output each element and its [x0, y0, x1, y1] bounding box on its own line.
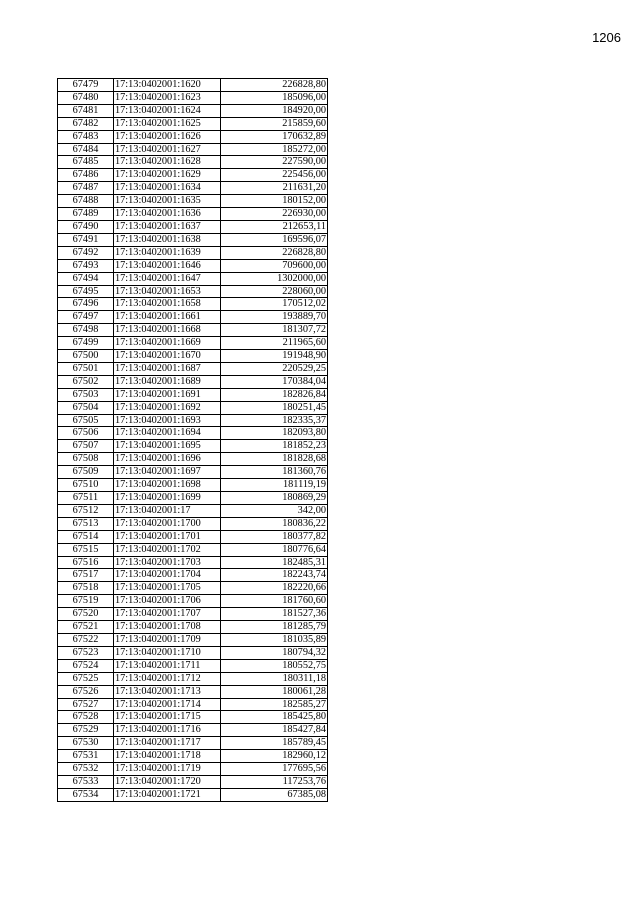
cadastral-value-cell: 182220,66 — [221, 582, 328, 595]
row-number-cell: 67494 — [58, 272, 114, 285]
cadastral-value-cell: 191948,90 — [221, 350, 328, 363]
row-number-cell: 67481 — [58, 104, 114, 117]
cadastral-value-cell: 117253,76 — [221, 775, 328, 788]
row-number-cell: 67502 — [58, 375, 114, 388]
row-number-cell: 67487 — [58, 182, 114, 195]
cadastral-number-cell: 17:13:0402001:1693 — [114, 414, 221, 427]
cadastral-value-cell: 170632,89 — [221, 130, 328, 143]
cadastral-number-cell: 17:13:0402001:17 — [114, 504, 221, 517]
row-number-cell: 67480 — [58, 91, 114, 104]
cadastral-value-cell: 181119,19 — [221, 479, 328, 492]
cadastral-value-cell: 182826,84 — [221, 388, 328, 401]
row-number-cell: 67531 — [58, 750, 114, 763]
table-row — [58, 763, 328, 776]
cadastral-value-cell: 709600,00 — [221, 259, 328, 272]
row-number-cell: 67492 — [58, 246, 114, 259]
table-row — [58, 530, 328, 543]
table-row — [58, 79, 328, 92]
cadastral-value-cell: 67385,08 — [221, 788, 328, 801]
row-number-cell: 67505 — [58, 414, 114, 427]
table-row — [58, 388, 328, 401]
cadastral-number-cell: 17:13:0402001:1703 — [114, 556, 221, 569]
row-number-cell: 67533 — [58, 775, 114, 788]
row-number-cell: 67518 — [58, 582, 114, 595]
cadastral-number-cell: 17:13:0402001:1716 — [114, 724, 221, 737]
table-row — [58, 595, 328, 608]
row-number-cell: 67511 — [58, 492, 114, 505]
cadastral-number-cell: 17:13:0402001:1711 — [114, 659, 221, 672]
table-row — [58, 195, 328, 208]
row-number-cell: 67515 — [58, 543, 114, 556]
row-number-cell: 67508 — [58, 453, 114, 466]
cadastral-value-cell: 185425,80 — [221, 711, 328, 724]
row-number-cell: 67527 — [58, 698, 114, 711]
cadastral-number-cell: 17:13:0402001:1714 — [114, 698, 221, 711]
cadastral-number-cell: 17:13:0402001:1639 — [114, 246, 221, 259]
cadastral-value-cell: 228060,00 — [221, 285, 328, 298]
cadastral-number-cell: 17:13:0402001:1697 — [114, 466, 221, 479]
table-row — [58, 427, 328, 440]
cadastral-value-cell: 180152,00 — [221, 195, 328, 208]
cadastral-number-cell: 17:13:0402001:1713 — [114, 685, 221, 698]
row-number-cell: 67490 — [58, 220, 114, 233]
cadastral-number-cell: 17:13:0402001:1702 — [114, 543, 221, 556]
table-row — [58, 543, 328, 556]
cadastral-value-cell: 182585,27 — [221, 698, 328, 711]
table-row — [58, 246, 328, 259]
table-row — [58, 569, 328, 582]
cadastral-number-cell: 17:13:0402001:1628 — [114, 156, 221, 169]
table-row — [58, 233, 328, 246]
cadastral-value-cell: 185427,84 — [221, 724, 328, 737]
cadastral-number-cell: 17:13:0402001:1709 — [114, 633, 221, 646]
cadastral-value-cell: 182485,31 — [221, 556, 328, 569]
table-row — [58, 466, 328, 479]
table-row — [58, 517, 328, 530]
row-number-cell: 67529 — [58, 724, 114, 737]
cadastral-value-cell: 181285,79 — [221, 621, 328, 634]
cadastral-number-cell: 17:13:0402001:1707 — [114, 608, 221, 621]
cadastral-number-cell: 17:13:0402001:1695 — [114, 440, 221, 453]
cadastral-number-cell: 17:13:0402001:1646 — [114, 259, 221, 272]
cadastral-number-cell: 17:13:0402001:1634 — [114, 182, 221, 195]
cadastral-value-cell: 181035,89 — [221, 633, 328, 646]
cadastral-value-cell: 180794,32 — [221, 646, 328, 659]
row-number-cell: 67486 — [58, 169, 114, 182]
page-number: 1206 — [592, 30, 621, 45]
cadastral-value-cell: 182335,37 — [221, 414, 328, 427]
row-number-cell: 67522 — [58, 633, 114, 646]
table-row — [58, 182, 328, 195]
cadastral-value-cell: 184920,00 — [221, 104, 328, 117]
table-row — [58, 311, 328, 324]
cadastral-value-cell: 180552,75 — [221, 659, 328, 672]
cadastral-number-cell: 17:13:0402001:1623 — [114, 91, 221, 104]
cadastral-number-cell: 17:13:0402001:1712 — [114, 672, 221, 685]
row-number-cell: 67526 — [58, 685, 114, 698]
row-number-cell: 67509 — [58, 466, 114, 479]
row-number-cell: 67517 — [58, 569, 114, 582]
cadastral-number-cell: 17:13:0402001:1629 — [114, 169, 221, 182]
table-row — [58, 208, 328, 221]
cadastral-value-cell: 226828,80 — [221, 79, 328, 92]
cadastral-number-cell: 17:13:0402001:1669 — [114, 337, 221, 350]
cadastral-value-cell: 182243,74 — [221, 569, 328, 582]
row-number-cell: 67525 — [58, 672, 114, 685]
cadastral-number-cell: 17:13:0402001:1687 — [114, 362, 221, 375]
table-row — [58, 724, 328, 737]
table-row — [58, 401, 328, 414]
cadastral-number-cell: 17:13:0402001:1627 — [114, 143, 221, 156]
cadastral-number-cell: 17:13:0402001:1694 — [114, 427, 221, 440]
row-number-cell: 67503 — [58, 388, 114, 401]
cadastral-number-cell: 17:13:0402001:1624 — [114, 104, 221, 117]
cadastral-number-cell: 17:13:0402001:1635 — [114, 195, 221, 208]
row-number-cell: 67512 — [58, 504, 114, 517]
table-row — [58, 737, 328, 750]
cadastral-value-cell: 211965,60 — [221, 337, 328, 350]
table-row — [58, 350, 328, 363]
row-number-cell: 67521 — [58, 621, 114, 634]
cadastral-value-cell: 182960,12 — [221, 750, 328, 763]
table-row — [58, 672, 328, 685]
row-number-cell: 67510 — [58, 479, 114, 492]
cadastral-number-cell: 17:13:0402001:1653 — [114, 285, 221, 298]
table-row — [58, 337, 328, 350]
row-number-cell: 67528 — [58, 711, 114, 724]
cadastral-number-cell: 17:13:0402001:1668 — [114, 324, 221, 337]
row-number-cell: 67501 — [58, 362, 114, 375]
row-number-cell: 67519 — [58, 595, 114, 608]
table-row — [58, 775, 328, 788]
table-row — [58, 440, 328, 453]
row-number-cell: 67489 — [58, 208, 114, 221]
table-row — [58, 117, 328, 130]
table-row — [58, 156, 328, 169]
cadastral-value-cell: 181852,23 — [221, 440, 328, 453]
table-row — [58, 750, 328, 763]
row-number-cell: 67488 — [58, 195, 114, 208]
table-row — [58, 698, 328, 711]
row-number-cell: 67500 — [58, 350, 114, 363]
table-row — [58, 453, 328, 466]
row-number-cell: 67530 — [58, 737, 114, 750]
row-number-cell: 67485 — [58, 156, 114, 169]
cadastral-value-table — [57, 78, 328, 802]
row-number-cell: 67534 — [58, 788, 114, 801]
cadastral-number-cell: 17:13:0402001:1705 — [114, 582, 221, 595]
table-row — [58, 479, 328, 492]
table-row — [58, 608, 328, 621]
row-number-cell: 67524 — [58, 659, 114, 672]
table-row — [58, 285, 328, 298]
cadastral-value-cell: 220529,25 — [221, 362, 328, 375]
cadastral-number-cell: 17:13:0402001:1638 — [114, 233, 221, 246]
cadastral-number-cell: 17:13:0402001:1708 — [114, 621, 221, 634]
table-row — [58, 504, 328, 517]
cadastral-value-cell: 180776,64 — [221, 543, 328, 556]
cadastral-number-cell: 17:13:0402001:1700 — [114, 517, 221, 530]
row-number-cell: 67479 — [58, 79, 114, 92]
row-number-cell: 67514 — [58, 530, 114, 543]
row-number-cell: 67507 — [58, 440, 114, 453]
table-row — [58, 104, 328, 117]
cadastral-value-cell: 180311,18 — [221, 672, 328, 685]
cadastral-value-cell: 225456,00 — [221, 169, 328, 182]
cadastral-value-cell: 215859,60 — [221, 117, 328, 130]
table-row — [58, 375, 328, 388]
table-row — [58, 298, 328, 311]
cadastral-number-cell: 17:13:0402001:1658 — [114, 298, 221, 311]
cadastral-value-cell: 212653,11 — [221, 220, 328, 233]
cadastral-value-cell: 181760,60 — [221, 595, 328, 608]
cadastral-number-cell: 17:13:0402001:1706 — [114, 595, 221, 608]
row-number-cell: 67520 — [58, 608, 114, 621]
cadastral-value-cell: 226828,80 — [221, 246, 328, 259]
cadastral-number-cell: 17:13:0402001:1626 — [114, 130, 221, 143]
row-number-cell: 67495 — [58, 285, 114, 298]
cadastral-number-cell: 17:13:0402001:1625 — [114, 117, 221, 130]
cadastral-value-cell: 226930,00 — [221, 208, 328, 221]
table-row — [58, 633, 328, 646]
table-body — [58, 79, 328, 802]
table-row — [58, 711, 328, 724]
table-row — [58, 220, 328, 233]
cadastral-value-cell: 181307,72 — [221, 324, 328, 337]
row-number-cell: 67498 — [58, 324, 114, 337]
cadastral-value-cell: 182093,80 — [221, 427, 328, 440]
table-row — [58, 685, 328, 698]
cadastral-value-cell: 342,00 — [221, 504, 328, 517]
cadastral-value-cell: 177695,56 — [221, 763, 328, 776]
cadastral-number-cell: 17:13:0402001:1699 — [114, 492, 221, 505]
row-number-cell: 67523 — [58, 646, 114, 659]
table-row — [58, 324, 328, 337]
cadastral-number-cell: 17:13:0402001:1647 — [114, 272, 221, 285]
cadastral-value-cell: 170384,04 — [221, 375, 328, 388]
cadastral-value-cell: 180836,22 — [221, 517, 328, 530]
cadastral-number-cell: 17:13:0402001:1710 — [114, 646, 221, 659]
cadastral-number-cell: 17:13:0402001:1620 — [114, 79, 221, 92]
cadastral-value-cell: 180061,28 — [221, 685, 328, 698]
row-number-cell: 67496 — [58, 298, 114, 311]
cadastral-number-cell: 17:13:0402001:1692 — [114, 401, 221, 414]
cadastral-number-cell: 17:13:0402001:1661 — [114, 311, 221, 324]
table-row — [58, 130, 328, 143]
row-number-cell: 67483 — [58, 130, 114, 143]
cadastral-value-cell: 181527,36 — [221, 608, 328, 621]
table-row — [58, 659, 328, 672]
table-row — [58, 91, 328, 104]
row-number-cell: 67513 — [58, 517, 114, 530]
cadastral-value-cell: 185272,00 — [221, 143, 328, 156]
table-row — [58, 143, 328, 156]
row-number-cell: 67506 — [58, 427, 114, 440]
row-number-cell: 67493 — [58, 259, 114, 272]
cadastral-value-cell: 181360,76 — [221, 466, 328, 479]
cadastral-value-cell: 211631,20 — [221, 182, 328, 195]
table-row — [58, 492, 328, 505]
cadastral-number-cell: 17:13:0402001:1717 — [114, 737, 221, 750]
table-row — [58, 556, 328, 569]
cadastral-value-cell: 1302000,00 — [221, 272, 328, 285]
cadastral-value-cell: 169596,07 — [221, 233, 328, 246]
cadastral-value-cell: 193889,70 — [221, 311, 328, 324]
cadastral-value-cell: 227590,00 — [221, 156, 328, 169]
cadastral-number-cell: 17:13:0402001:1637 — [114, 220, 221, 233]
cadastral-number-cell: 17:13:0402001:1719 — [114, 763, 221, 776]
cadastral-value-cell: 181828,68 — [221, 453, 328, 466]
cadastral-number-cell: 17:13:0402001:1720 — [114, 775, 221, 788]
cadastral-number-cell: 17:13:0402001:1704 — [114, 569, 221, 582]
cadastral-number-cell: 17:13:0402001:1715 — [114, 711, 221, 724]
table-row — [58, 621, 328, 634]
cadastral-number-cell: 17:13:0402001:1689 — [114, 375, 221, 388]
cadastral-number-cell: 17:13:0402001:1636 — [114, 208, 221, 221]
cadastral-value-cell: 180251,45 — [221, 401, 328, 414]
row-number-cell: 67516 — [58, 556, 114, 569]
row-number-cell: 67504 — [58, 401, 114, 414]
cadastral-value-cell: 170512,02 — [221, 298, 328, 311]
row-number-cell: 67491 — [58, 233, 114, 246]
cadastral-number-cell: 17:13:0402001:1691 — [114, 388, 221, 401]
row-number-cell: 67499 — [58, 337, 114, 350]
table-row — [58, 169, 328, 182]
cadastral-number-cell: 17:13:0402001:1721 — [114, 788, 221, 801]
table-row — [58, 788, 328, 801]
cadastral-number-cell: 17:13:0402001:1718 — [114, 750, 221, 763]
row-number-cell: 67532 — [58, 763, 114, 776]
cadastral-value-cell: 185096,00 — [221, 91, 328, 104]
cadastral-number-cell: 17:13:0402001:1701 — [114, 530, 221, 543]
row-number-cell: 67482 — [58, 117, 114, 130]
cadastral-value-cell: 185789,45 — [221, 737, 328, 750]
cadastral-number-cell: 17:13:0402001:1670 — [114, 350, 221, 363]
row-number-cell: 67484 — [58, 143, 114, 156]
cadastral-value-cell: 180377,82 — [221, 530, 328, 543]
table-row — [58, 582, 328, 595]
cadastral-number-cell: 17:13:0402001:1698 — [114, 479, 221, 492]
row-number-cell: 67497 — [58, 311, 114, 324]
table-row — [58, 362, 328, 375]
cadastral-number-cell: 17:13:0402001:1696 — [114, 453, 221, 466]
table-row — [58, 259, 328, 272]
table-row — [58, 414, 328, 427]
cadastral-value-cell: 180869,29 — [221, 492, 328, 505]
table-row — [58, 646, 328, 659]
table-row — [58, 272, 328, 285]
